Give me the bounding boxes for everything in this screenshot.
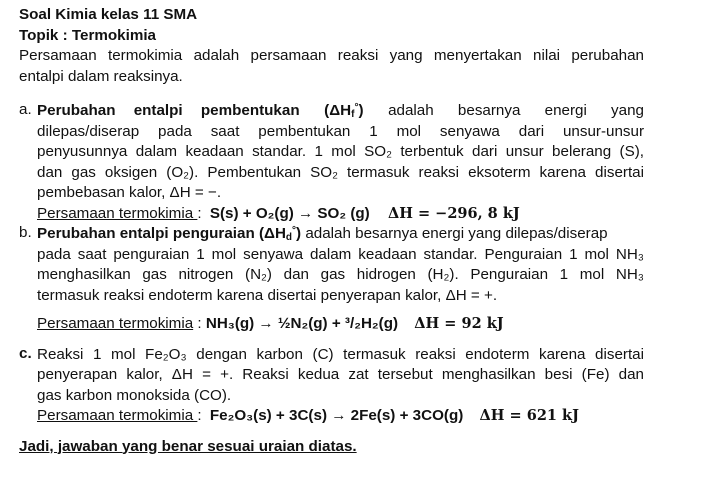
document [19,5,644,457]
item-line: Reaksi 1 mol Fe₂O₃ dengan karbon (C) termasuk reaksi endoterm karena disertai [37,345,644,363]
equation-label: Persamaan termokimia [37,204,198,222]
equation: NH₃(g) → ½N₂(g) + ³/₂H₂(g) [205,315,399,332]
equation: S(s) + O₂(g) → SO₂ (g) [209,204,370,222]
definition-start: adalah besarnya energi yang dilepas/diserap [305,225,608,242]
equation-line: Persamaan termokimia : Fe₂O₃(s) + 3C(s) → 2Fe(s) + 3CO(g) ΔH = 621 kJ [37,407,579,424]
item-line: penyerapan kalor, ΔH = +. Reaksi kedua zat tersebut menghasilkan besi (Fe) dan [37,366,644,383]
item-first-line [37,101,644,122]
enthalpy-value: ΔH = −296, 8 kJ [387,204,520,222]
list-marker: c. [19,344,32,362]
conclusion: Jadi, jawaban yang benar sesuai uraian diatas. [19,437,357,455]
item-line: dilepas/diserap pada saat pembentukan 1 mol senyawa dari unsur-unsur [37,122,644,140]
item-first-line [37,224,644,245]
list-item-a [19,101,644,224]
list-item-c [19,345,644,427]
list-marker: a. [19,101,32,118]
item-line: pada saat penguraian 1 mol senyawa dalam keadaan standar. Penguraian 1 mol NH₃ [37,245,644,263]
item-line: menghasilkan gas nitrogen (N₂) dan gas hidrogen (H₂). Penguraian 1 mol NH₃ [37,266,644,283]
definition-start: adalah besarnya energi yang [388,102,644,119]
enthalpy-value: ΔH = 92 kJ [414,315,504,332]
item-line: penyusunnya dalam keadaan standar. 1 mol SO₂ terbentuk dari unsur belerang (S), [37,143,644,160]
list-item-b [19,224,644,335]
item-line: gas karbon monoksida (CO). [37,386,232,404]
topic-heading: Topik : Termokimia [19,26,156,44]
intro-line: entalpi dalam reaksinya. [19,67,183,85]
equation-label: Persamaan termokimia [37,407,198,424]
equation-label: Persamaan termokimia [37,315,194,332]
list-marker: b. [19,224,32,241]
enthalpy-symbol: $(\Delta H_f^\circ)$ [324,102,364,120]
equation: Fe₂O₃(s) + 3C(s) → 2Fe(s) + 3CO(g) [209,407,464,424]
item-line: pembebasan kalor, ΔH = −. [37,184,222,201]
term-heading: Perubahan entalpi penguraian [37,225,255,242]
intro-line: Persamaan termokimia adalah persamaan reaksi yang menyertakan nilai perubahan [19,47,644,64]
item-line: termasuk reaksi endoterm karena disertai penyerapan kalor, ΔH = +. [37,286,498,304]
enthalpy-value: ΔH = 621 kJ [479,407,579,424]
document-title: Soal Kimia kelas 11 SMA [19,6,198,23]
enthalpy-symbol: $(\Delta H_d^\circ)$ [258,225,302,243]
equation-line: Persamaan termokimia : NH₃(g) → ½N₂(g) + ³/₂H₂(g) ΔH = 92 kJ [37,315,504,332]
equation-line: Persamaan termokimia : S(s) + O₂(g) → SO₂ (g) ΔH = −296, 8 kJ [37,204,520,222]
term-heading: Perubahan entalpi pembentukan [37,102,300,119]
item-line: dan gas oksigen (O₂). Pembentukan SO₂ termasuk reaksi eksoterm karena disertai [37,163,644,181]
